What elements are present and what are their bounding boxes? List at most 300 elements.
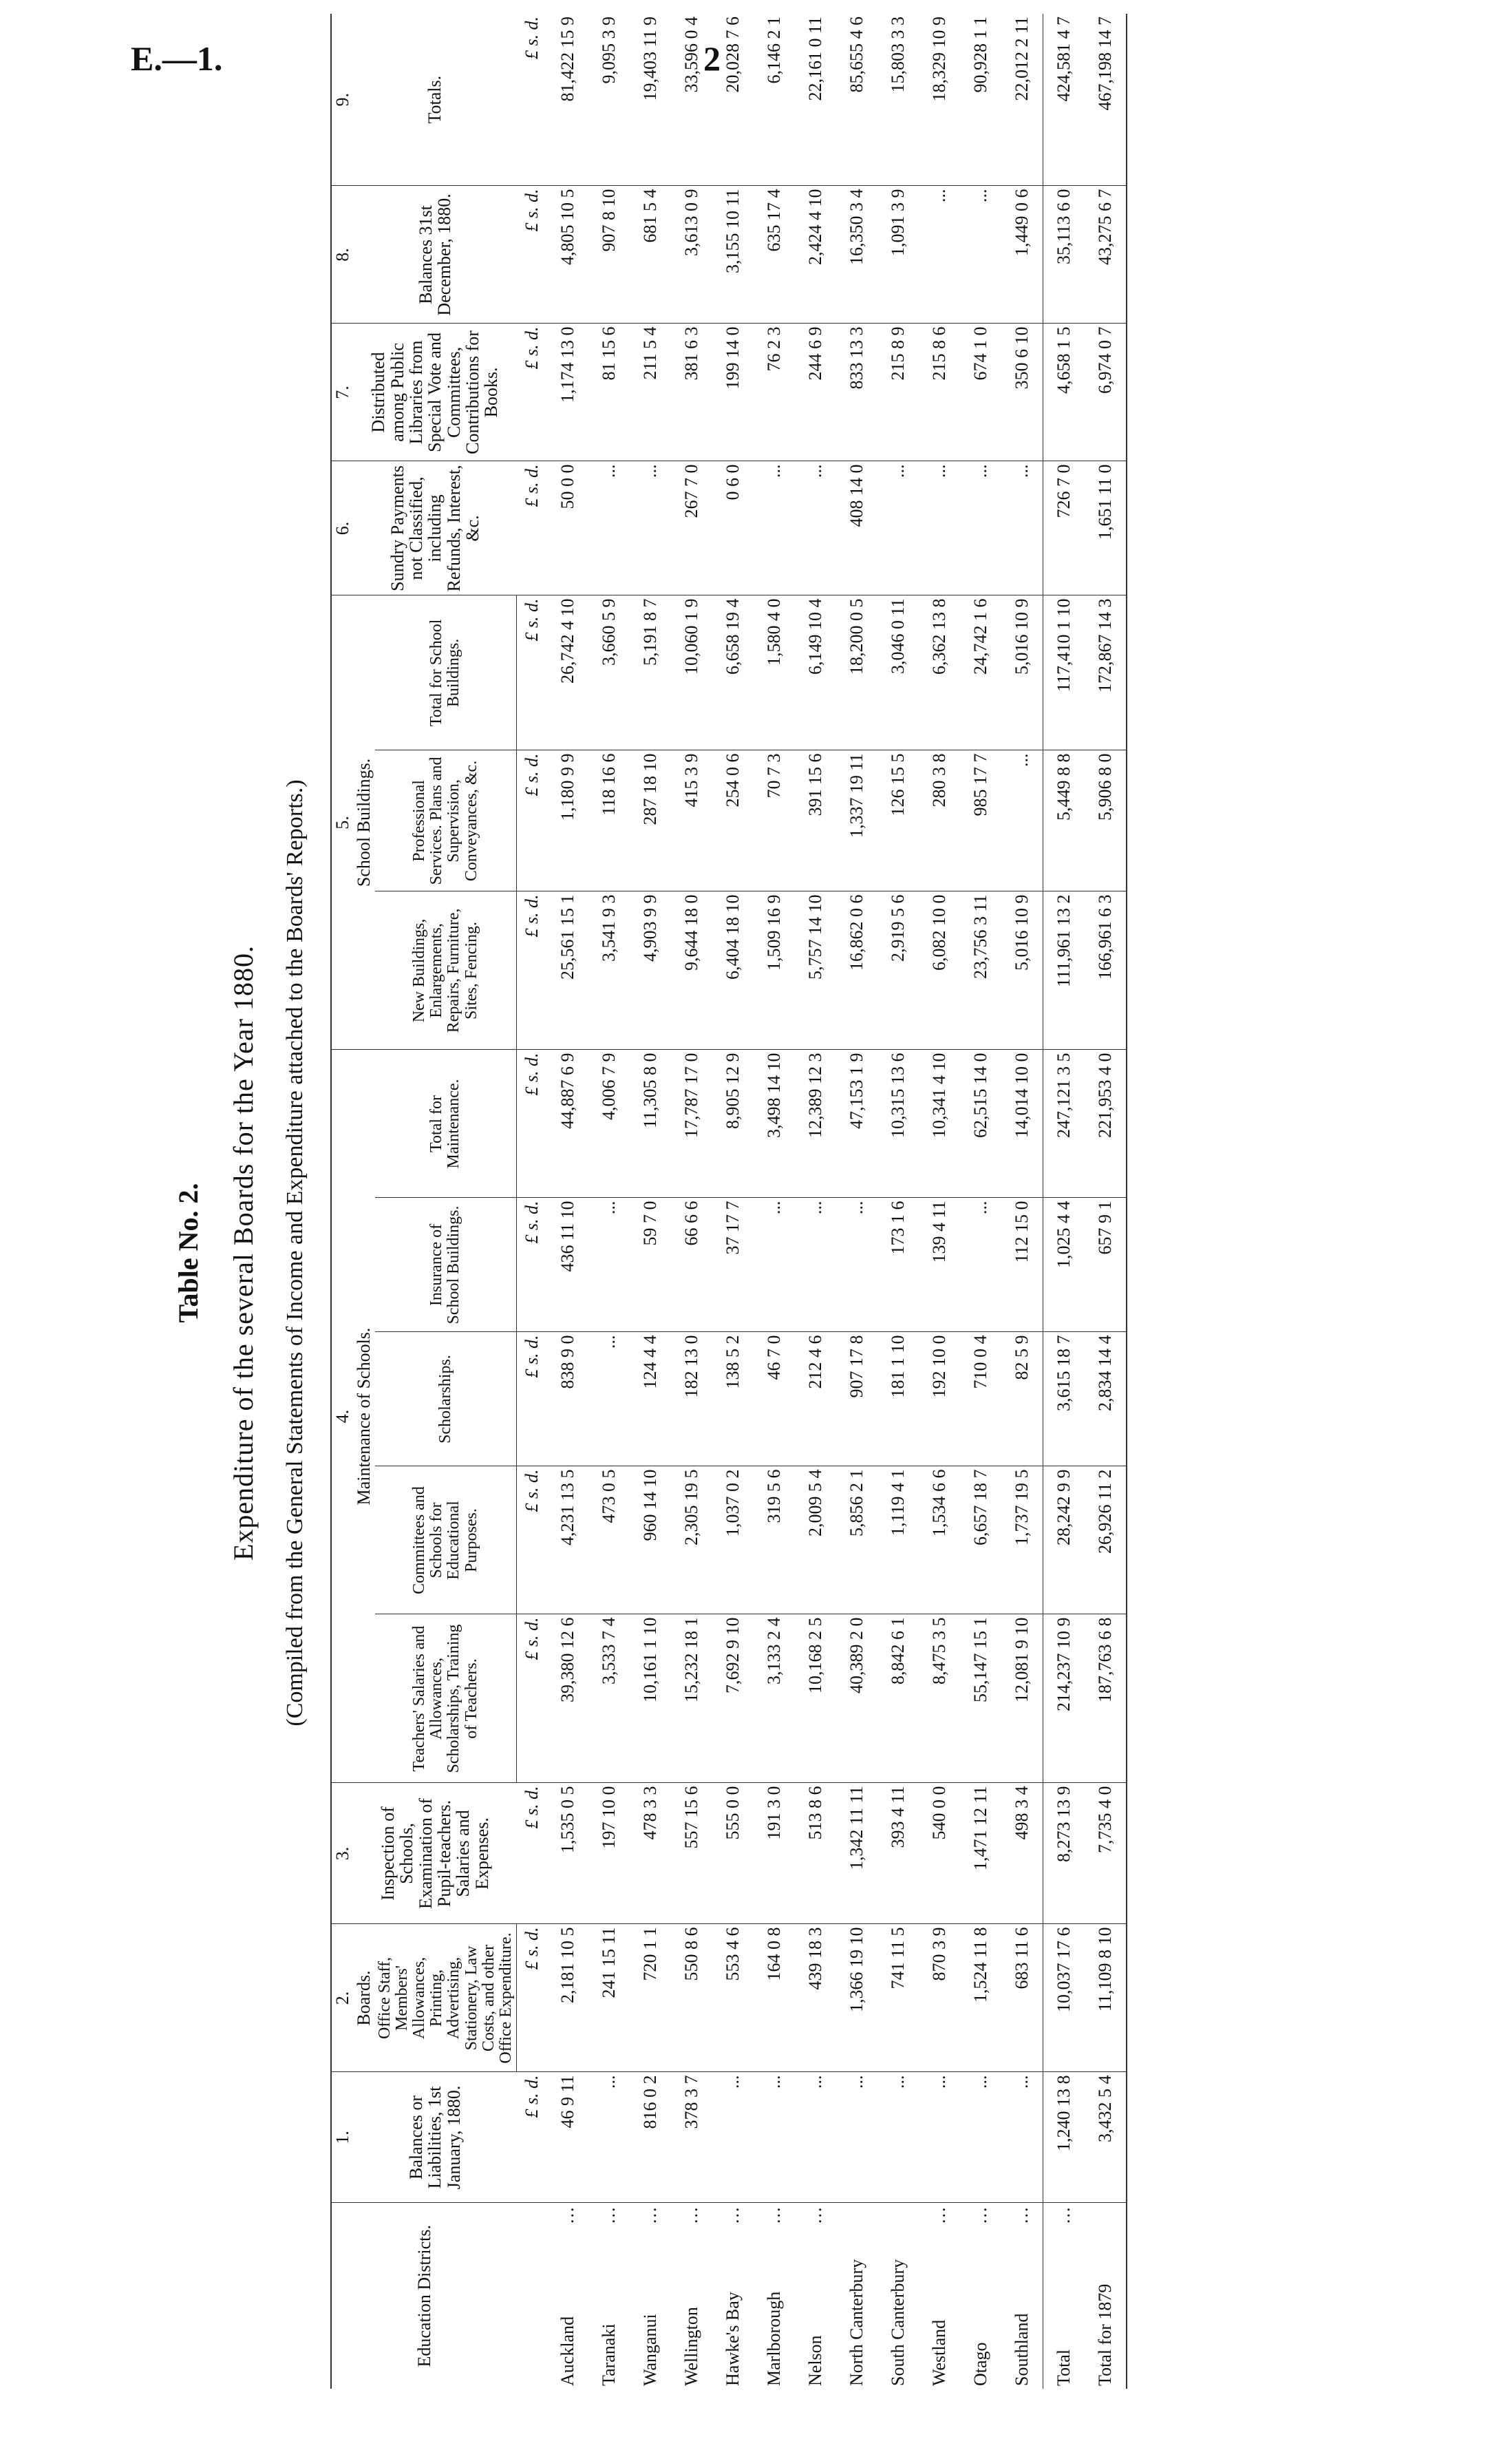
amount-cell: 720 1 1 — [630, 1924, 671, 2072]
amount-cell: 540 0 0 — [919, 1783, 960, 1924]
amount-cell: 2,834 14 4 — [1085, 1332, 1127, 1466]
district-name: Total — [1054, 2349, 1074, 2386]
table-row — [630, 14, 671, 2389]
col-number-6: 6. — [331, 461, 353, 595]
amount-cell: 1,449 0 6 — [1001, 186, 1043, 324]
district-name-cell — [630, 2203, 671, 2389]
amount-cell: ... — [919, 2072, 960, 2203]
unit-label: £ s. d. — [517, 750, 548, 891]
titles — [158, 117, 337, 2389]
district-name: North Canterbury — [846, 2259, 867, 2386]
table-title: Expenditure of the several Boards for the Year 1880. — [228, 945, 259, 1561]
district-name-cell — [547, 2203, 588, 2389]
amount-cell: 241 15 11 — [588, 1924, 630, 2072]
amount-cell: 3,541 9 3 — [588, 891, 630, 1050]
amount-cell: 10,060 1 9 — [671, 595, 712, 750]
amount-cell: 5,906 8 0 — [1085, 750, 1127, 891]
amount-cell: 350 6 10 — [1001, 324, 1043, 461]
district-name-cell — [836, 2203, 877, 2389]
amount-cell: 3,613 0 9 — [671, 186, 712, 324]
amount-cell: 833 13 3 — [836, 324, 877, 461]
leader-dots: ... — [764, 2206, 785, 2224]
amount-cell: 710 0 4 — [960, 1332, 1001, 1466]
amount-cell: ... — [960, 1198, 1001, 1332]
amount-cell: 76 2 3 — [754, 324, 795, 461]
amount-cell: 960 14 10 — [630, 1466, 671, 1614]
amount-cell: 3,046 0 11 — [877, 595, 919, 750]
district-name-cell — [877, 2203, 919, 2389]
amount-cell: ... — [795, 1198, 836, 1332]
amount-cell: 3,155 10 11 — [712, 186, 754, 324]
leader-dots: ... — [681, 2206, 702, 2224]
table-row — [1001, 14, 1043, 2389]
amount-cell: 2,181 10 5 — [547, 1924, 588, 2072]
amount-cell: 12,081 9 10 — [1001, 1614, 1043, 1783]
amount-cell: 23,756 3 11 — [960, 891, 1001, 1050]
amount-cell: 3,498 14 10 — [754, 1050, 795, 1198]
district-name: Southland — [1012, 2313, 1032, 2386]
amount-cell: 1,240 13 8 — [1043, 2072, 1085, 2203]
amount-cell: ... — [588, 2072, 630, 2203]
unit-label: £ s. d. — [517, 1466, 548, 1614]
amount-cell: 211 5 4 — [630, 324, 671, 461]
unit-label: £ s. d. — [517, 324, 548, 461]
amount-cell: 166,961 6 3 — [1085, 891, 1127, 1050]
leader-dots: ... — [805, 2206, 826, 2224]
amount-cell: 635 17 4 — [754, 186, 795, 324]
amount-cell: 5,856 2 1 — [836, 1466, 877, 1614]
amount-cell: 557 15 6 — [671, 1783, 712, 1924]
amount-cell: 182 13 0 — [671, 1332, 712, 1466]
amount-cell: 39,380 12 6 — [547, 1614, 588, 1783]
leader-dots: ... — [1012, 2206, 1032, 2224]
amount-cell: 6,082 10 0 — [919, 891, 960, 1050]
amount-cell: 25,561 15 1 — [547, 891, 588, 1050]
district-name-cell — [712, 2203, 754, 2389]
amount-cell: 415 3 9 — [671, 750, 712, 891]
district-name: Auckland — [557, 2316, 578, 2386]
amount-cell: 870 3 9 — [919, 1924, 960, 2072]
amount-cell: 40,389 2 0 — [836, 1614, 877, 1783]
amount-cell: ... — [795, 461, 836, 595]
amount-cell: 0 6 0 — [712, 461, 754, 595]
amount-cell: 244 6 9 — [795, 324, 836, 461]
amount-cell: 15,803 3 3 — [877, 14, 919, 186]
col-office-staff-header: Office Staff, Members' Allowances, Printing, Advertising, Stationery, Law Costs, and other Office Expenditure. — [375, 1924, 517, 2072]
amount-cell: 22,161 0 11 — [795, 14, 836, 186]
header-left: E.—1. — [131, 39, 223, 78]
unit-label: £ s. d. — [517, 1198, 548, 1332]
leader-dots: ... — [1054, 2206, 1074, 2224]
district-name-cell — [795, 2203, 836, 2389]
amount-cell: 8,273 13 9 — [1043, 1783, 1085, 1924]
col-number-2: 2. — [331, 1924, 353, 2072]
amount-cell: 59 7 0 — [630, 1198, 671, 1332]
amount-cell: 683 11 6 — [1001, 1924, 1043, 2072]
table-row — [588, 14, 630, 2389]
amount-cell: 9,644 18 0 — [671, 891, 712, 1050]
amount-cell: 112 15 0 — [1001, 1198, 1043, 1332]
unit-label: £ s. d. — [517, 186, 548, 324]
amount-cell: 10,315 13 6 — [877, 1050, 919, 1198]
amount-cell: 20,028 7 6 — [712, 14, 754, 186]
amount-cell: 8,475 3 5 — [919, 1614, 960, 1783]
amount-cell: 1,180 9 9 — [547, 750, 588, 891]
unit-label: £ s. d. — [517, 1924, 548, 2072]
col-balances-jan-header: Balances or Liabilities, 1st January, 1880. — [353, 2072, 516, 2203]
col-libraries-header: Distributed among Public Libraries from Special Vote and Committees, Contributions for Books. — [353, 324, 516, 461]
unit-label: £ s. d. — [517, 461, 548, 595]
amount-cell: 319 5 6 — [754, 1466, 795, 1614]
amount-cell: 3,432 5 4 — [1085, 2072, 1127, 2203]
amount-cell: 674 1 0 — [960, 324, 1001, 461]
amount-cell: 550 8 6 — [671, 1924, 712, 2072]
leader-dots: ... — [599, 2206, 619, 2224]
amount-cell: 3,133 2 4 — [754, 1614, 795, 1783]
district-name-cell — [1001, 2203, 1043, 2389]
amount-cell: 2,424 4 10 — [795, 186, 836, 324]
amount-cell: 117,410 1 10 — [1043, 595, 1085, 750]
amount-cell: 1,534 6 6 — [919, 1466, 960, 1614]
amount-cell: 50 0 0 — [547, 461, 588, 595]
amount-cell: 181 1 10 — [877, 1332, 919, 1466]
amount-cell: 46 9 11 — [547, 2072, 588, 2203]
amount-cell: 4,658 1 5 — [1043, 324, 1085, 461]
amount-cell: 498 3 4 — [1001, 1783, 1043, 1924]
amount-cell: 17,787 17 0 — [671, 1050, 712, 1198]
amount-cell: 513 8 6 — [795, 1783, 836, 1924]
amount-cell: ... — [836, 2072, 877, 2203]
district-name-cell — [1043, 2203, 1085, 2389]
amount-cell: 254 0 6 — [712, 750, 754, 891]
amount-cell: 16,350 3 4 — [836, 186, 877, 324]
amount-cell: ... — [1001, 461, 1043, 595]
amount-cell: 90,928 1 1 — [960, 14, 1001, 186]
amount-cell: 118 16 6 — [588, 750, 630, 891]
table-subtitle: (Compiled from the General Statements of Income and Expenditure attached to the Boards' Reports.) — [282, 779, 308, 1727]
amount-cell: 35,113 6 0 — [1043, 186, 1085, 324]
unit-label: £ s. d. — [517, 1614, 548, 1783]
amount-cell: ... — [877, 461, 919, 595]
amount-cell: 111,961 13 2 — [1043, 891, 1085, 1050]
amount-cell: 173 1 6 — [877, 1198, 919, 1332]
unit-label: £ s. d. — [517, 14, 548, 186]
amount-cell: 8,905 12 9 — [712, 1050, 754, 1198]
amount-cell: 33,596 0 4 — [671, 14, 712, 186]
amount-cell: 5,449 8 8 — [1043, 750, 1085, 891]
district-name-cell — [1085, 2203, 1127, 2389]
amount-cell: 3,660 5 9 — [588, 595, 630, 750]
amount-cell: ... — [588, 1198, 630, 1332]
amount-cell: 28,242 9 9 — [1043, 1466, 1085, 1614]
amount-cell: 1,025 4 4 — [1043, 1198, 1085, 1332]
amount-cell: 187,763 6 8 — [1085, 1614, 1127, 1783]
amount-cell: 4,006 7 9 — [588, 1050, 630, 1198]
amount-cell: 408 14 0 — [836, 461, 877, 595]
amount-cell: 391 15 6 — [795, 750, 836, 891]
amount-cell: 18,200 0 5 — [836, 595, 877, 750]
col-committees-header: Committees and Schools for Educational Purposes. — [375, 1466, 517, 1614]
amount-cell: 191 3 0 — [754, 1783, 795, 1924]
page-number: 2 — [703, 39, 721, 78]
amount-cell: 4,903 9 9 — [630, 891, 671, 1050]
amount-cell: 16,862 0 6 — [836, 891, 877, 1050]
amount-cell: 838 9 0 — [547, 1332, 588, 1466]
leader-dots: ... — [557, 2206, 578, 2224]
unit-label: £ s. d. — [517, 2072, 548, 2203]
amount-cell: 11,305 8 0 — [630, 1050, 671, 1198]
col-scholarships-header: Scholarships. — [375, 1332, 517, 1466]
table-row — [960, 14, 1001, 2389]
amount-cell: 44,887 6 9 — [547, 1050, 588, 1198]
amount-cell: 6,404 18 10 — [712, 891, 754, 1050]
amount-cell: 657 9 1 — [1085, 1198, 1127, 1332]
amount-cell: 439 18 3 — [795, 1924, 836, 2072]
amount-cell: 221,953 4 0 — [1085, 1050, 1127, 1198]
district-name-cell — [671, 2203, 712, 2389]
unit-label: £ s. d. — [517, 1332, 548, 1466]
amount-cell: 6,974 0 7 — [1085, 324, 1127, 461]
unit-label: £ s. d. — [517, 595, 548, 750]
amount-cell: 1,471 12 11 — [960, 1783, 1001, 1924]
col-inspection-header: Inspection of Schools, Examination of Pupil-teachers. Salaries and Expenses. — [353, 1783, 516, 1924]
amount-cell: 124 4 4 — [630, 1332, 671, 1466]
amount-cell: 164 0 8 — [754, 1924, 795, 2072]
district-name: Wanganui — [640, 2314, 661, 2386]
amount-cell: 247,121 3 5 — [1043, 1050, 1085, 1198]
amount-cell: 82 5 9 — [1001, 1332, 1043, 1466]
amount-cell: 393 4 11 — [877, 1783, 919, 1924]
amount-cell: 85,655 4 6 — [836, 14, 877, 186]
col-new-buildings-header: New Buildings, Enlargements, Repairs, Furniture, Sites, Fencing. — [375, 891, 517, 1050]
amount-cell: 62,515 14 0 — [960, 1050, 1001, 1198]
amount-cell: ... — [919, 461, 960, 595]
amount-cell: 6,146 2 1 — [754, 14, 795, 186]
table-row — [919, 14, 960, 2389]
amount-cell: 816 0 2 — [630, 2072, 671, 2203]
table-row — [712, 14, 754, 2389]
amount-cell: 467,198 14 7 — [1085, 14, 1127, 186]
amount-cell: 8,842 6 1 — [877, 1614, 919, 1783]
table-row — [836, 14, 877, 2389]
amount-cell: ... — [754, 1198, 795, 1332]
amount-cell: 212 4 6 — [795, 1332, 836, 1466]
col-number-3: 3. — [331, 1783, 353, 1924]
amount-cell: 126 15 5 — [877, 750, 919, 891]
amount-cell: 1,580 4 0 — [754, 595, 795, 750]
table-row — [795, 14, 836, 2389]
amount-cell: 12,389 12 3 — [795, 1050, 836, 1198]
unit-label: £ s. d. — [517, 1050, 548, 1198]
amount-cell: 907 17 8 — [836, 1332, 877, 1466]
amount-cell: 726 7 0 — [1043, 461, 1085, 595]
leader-dots: ... — [723, 2206, 743, 2224]
district-name: Otago — [970, 2342, 991, 2386]
amount-cell: 4,231 13 5 — [547, 1466, 588, 1614]
leader-dots: ... — [640, 2206, 661, 2224]
district-name-cell — [960, 2203, 1001, 2389]
amount-cell: 1,366 19 10 — [836, 1924, 877, 2072]
amount-cell: ... — [877, 2072, 919, 2203]
col-number-1: 1. — [331, 2072, 353, 2203]
amount-cell: 55,147 15 1 — [960, 1614, 1001, 1783]
amount-cell: 22,012 2 11 — [1001, 14, 1043, 186]
amount-cell: 1,651 11 0 — [1085, 461, 1127, 595]
amount-cell: 19,403 11 9 — [630, 14, 671, 186]
amount-cell: 138 5 2 — [712, 1332, 754, 1466]
amount-cell: 10,168 2 5 — [795, 1614, 836, 1783]
amount-cell: 192 10 0 — [919, 1332, 960, 1466]
amount-cell: 18,329 10 9 — [919, 14, 960, 186]
amount-cell: ... — [960, 186, 1001, 324]
amount-cell: 1,342 11 11 — [836, 1783, 877, 1924]
amount-cell: 43,275 6 7 — [1085, 186, 1127, 324]
amount-cell: 3,533 7 4 — [588, 1614, 630, 1783]
col-professional-services-header: Professional Services. Plans and Supervision, Conveyances, &c. — [375, 750, 517, 891]
amount-cell: 7,735 4 0 — [1085, 1783, 1127, 1924]
amount-cell: 10,341 4 10 — [919, 1050, 960, 1198]
amount-cell: 199 14 0 — [712, 324, 754, 461]
amount-cell: 553 4 6 — [712, 1924, 754, 2072]
amount-cell: ... — [919, 186, 960, 324]
amount-cell: 37 17 7 — [712, 1198, 754, 1332]
amount-cell: ... — [795, 2072, 836, 2203]
total-row — [1043, 14, 1085, 2389]
amount-cell: 1,509 16 9 — [754, 891, 795, 1050]
amount-cell: 66 6 6 — [671, 1198, 712, 1332]
amount-cell: 381 6 3 — [671, 324, 712, 461]
table-row — [547, 14, 588, 2389]
leader-dots: ... — [929, 2206, 950, 2224]
amount-cell: 907 8 10 — [588, 186, 630, 324]
amount-cell: 6,657 18 7 — [960, 1466, 1001, 1614]
amount-cell: 681 5 4 — [630, 186, 671, 324]
table-row — [754, 14, 795, 2389]
district-name: Taranaki — [599, 2323, 619, 2386]
amount-cell: ... — [960, 2072, 1001, 2203]
col-number-5: 5. — [331, 595, 353, 1050]
units-row — [517, 14, 548, 2389]
unit-label: £ s. d. — [517, 1783, 548, 1924]
amount-cell: 1,037 0 2 — [712, 1466, 754, 1614]
amount-cell: 1,174 13 0 — [547, 324, 588, 461]
col-insurance-header: Insurance of School Buildings. — [375, 1198, 517, 1332]
col-teachers-salaries-header: Teachers' Salaries and Allowances, Scholarships, Training of Teachers. — [375, 1614, 517, 1783]
col-totals-header: Totals. — [353, 14, 516, 186]
amount-cell: ... — [960, 461, 1001, 595]
amount-cell: 4,805 10 5 — [547, 186, 588, 324]
amount-cell: 6,362 13 8 — [919, 595, 960, 750]
col-number-7: 7. — [331, 324, 353, 461]
amount-cell: 26,926 11 2 — [1085, 1466, 1127, 1614]
amount-cell: 6,658 19 4 — [712, 595, 754, 750]
col-sundry-header: Sundry Payments not Classified, including Refunds, Interest, &c. — [353, 461, 516, 595]
amount-cell: 985 17 7 — [960, 750, 1001, 891]
amount-cell: ... — [712, 2072, 754, 2203]
amount-cell: ... — [754, 2072, 795, 2203]
amount-cell: 46 7 0 — [754, 1332, 795, 1466]
amount-cell: 267 7 0 — [671, 461, 712, 595]
amount-cell: 81 15 6 — [588, 324, 630, 461]
amount-cell: 1,337 19 11 — [836, 750, 877, 891]
amount-cell: 172,867 14 3 — [1085, 595, 1127, 750]
table-row — [877, 14, 919, 2389]
maintenance-group-header: Maintenance of Schools. — [353, 1050, 374, 1783]
amount-cell: 1,091 3 9 — [877, 186, 919, 324]
amount-cell: 197 10 0 — [588, 1783, 630, 1924]
col-number-8: 8. — [331, 186, 353, 324]
amount-cell: 70 7 3 — [754, 750, 795, 891]
district-name-cell — [919, 2203, 960, 2389]
amount-cell: 24,742 1 6 — [960, 595, 1001, 750]
amount-cell: 5,016 10 9 — [1001, 891, 1043, 1050]
amount-cell: 47,153 1 9 — [836, 1050, 877, 1198]
amount-cell: 555 0 0 — [712, 1783, 754, 1924]
district-name: Westland — [929, 2319, 950, 2386]
amount-cell: 26,742 4 10 — [547, 595, 588, 750]
amount-cell: 9,095 3 9 — [588, 14, 630, 186]
col-number-9: 9. — [331, 14, 353, 186]
amount-cell: 215 8 9 — [877, 324, 919, 461]
amount-cell: 6,149 10 4 — [795, 595, 836, 750]
table-row — [671, 14, 712, 2389]
col-total-buildings-header: Total for School Buildings. — [375, 595, 517, 750]
col-district-header: Education Districts. — [331, 2203, 517, 2389]
table-number: Table No. 2. — [173, 1183, 204, 1323]
amount-cell: 436 11 10 — [547, 1198, 588, 1332]
unit-label: £ s. d. — [517, 891, 548, 1050]
amount-cell: ... — [1001, 750, 1043, 891]
amount-cell: 11,109 8 10 — [1085, 1924, 1127, 2072]
amount-cell: ... — [754, 461, 795, 595]
district-name: Nelson — [805, 2335, 826, 2386]
amount-cell: 478 3 3 — [630, 1783, 671, 1924]
amount-cell: 215 8 6 — [919, 324, 960, 461]
amount-cell: ... — [630, 461, 671, 595]
district-name-cell — [754, 2203, 795, 2389]
amount-cell: 1,524 11 8 — [960, 1924, 1001, 2072]
amount-cell: 5,191 8 7 — [630, 595, 671, 750]
amount-cell: 14,014 10 0 — [1001, 1050, 1043, 1198]
amount-cell: 214,237 10 9 — [1043, 1614, 1085, 1783]
amount-cell: 287 18 10 — [630, 750, 671, 891]
amount-cell: 473 0 5 — [588, 1466, 630, 1614]
amount-cell: 280 3 8 — [919, 750, 960, 891]
expenditure-table — [330, 14, 1127, 2389]
amount-cell: ... — [588, 1332, 630, 1466]
amount-cell: 741 11 5 — [877, 1924, 919, 2072]
district-name: Wellington — [681, 2307, 702, 2386]
district-name: South Canterbury — [888, 2259, 908, 2386]
district-name: Total for 1879 — [1095, 2283, 1116, 2386]
amount-cell: 15,232 18 1 — [671, 1614, 712, 1783]
amount-cell: 10,161 1 10 — [630, 1614, 671, 1783]
amount-cell: ... — [588, 461, 630, 595]
amount-cell: 378 3 7 — [671, 2072, 712, 2203]
school-buildings-group-header: School Buildings. — [353, 595, 374, 1050]
boards-group-header: Boards. — [353, 1924, 374, 2072]
district-name: Marlborough — [764, 2291, 785, 2386]
amount-cell: 5,757 14 10 — [795, 891, 836, 1050]
district-name-cell — [588, 2203, 630, 2389]
amount-cell: 139 4 11 — [919, 1198, 960, 1332]
amount-cell: ... — [836, 1198, 877, 1332]
amount-cell: 3,615 18 7 — [1043, 1332, 1085, 1466]
amount-cell: 2,009 5 4 — [795, 1466, 836, 1614]
col-balances-dec-header: Balances 31st December, 1880. — [353, 186, 516, 324]
col-number-4: 4. — [331, 1050, 353, 1783]
total-1879-row — [1085, 14, 1127, 2389]
